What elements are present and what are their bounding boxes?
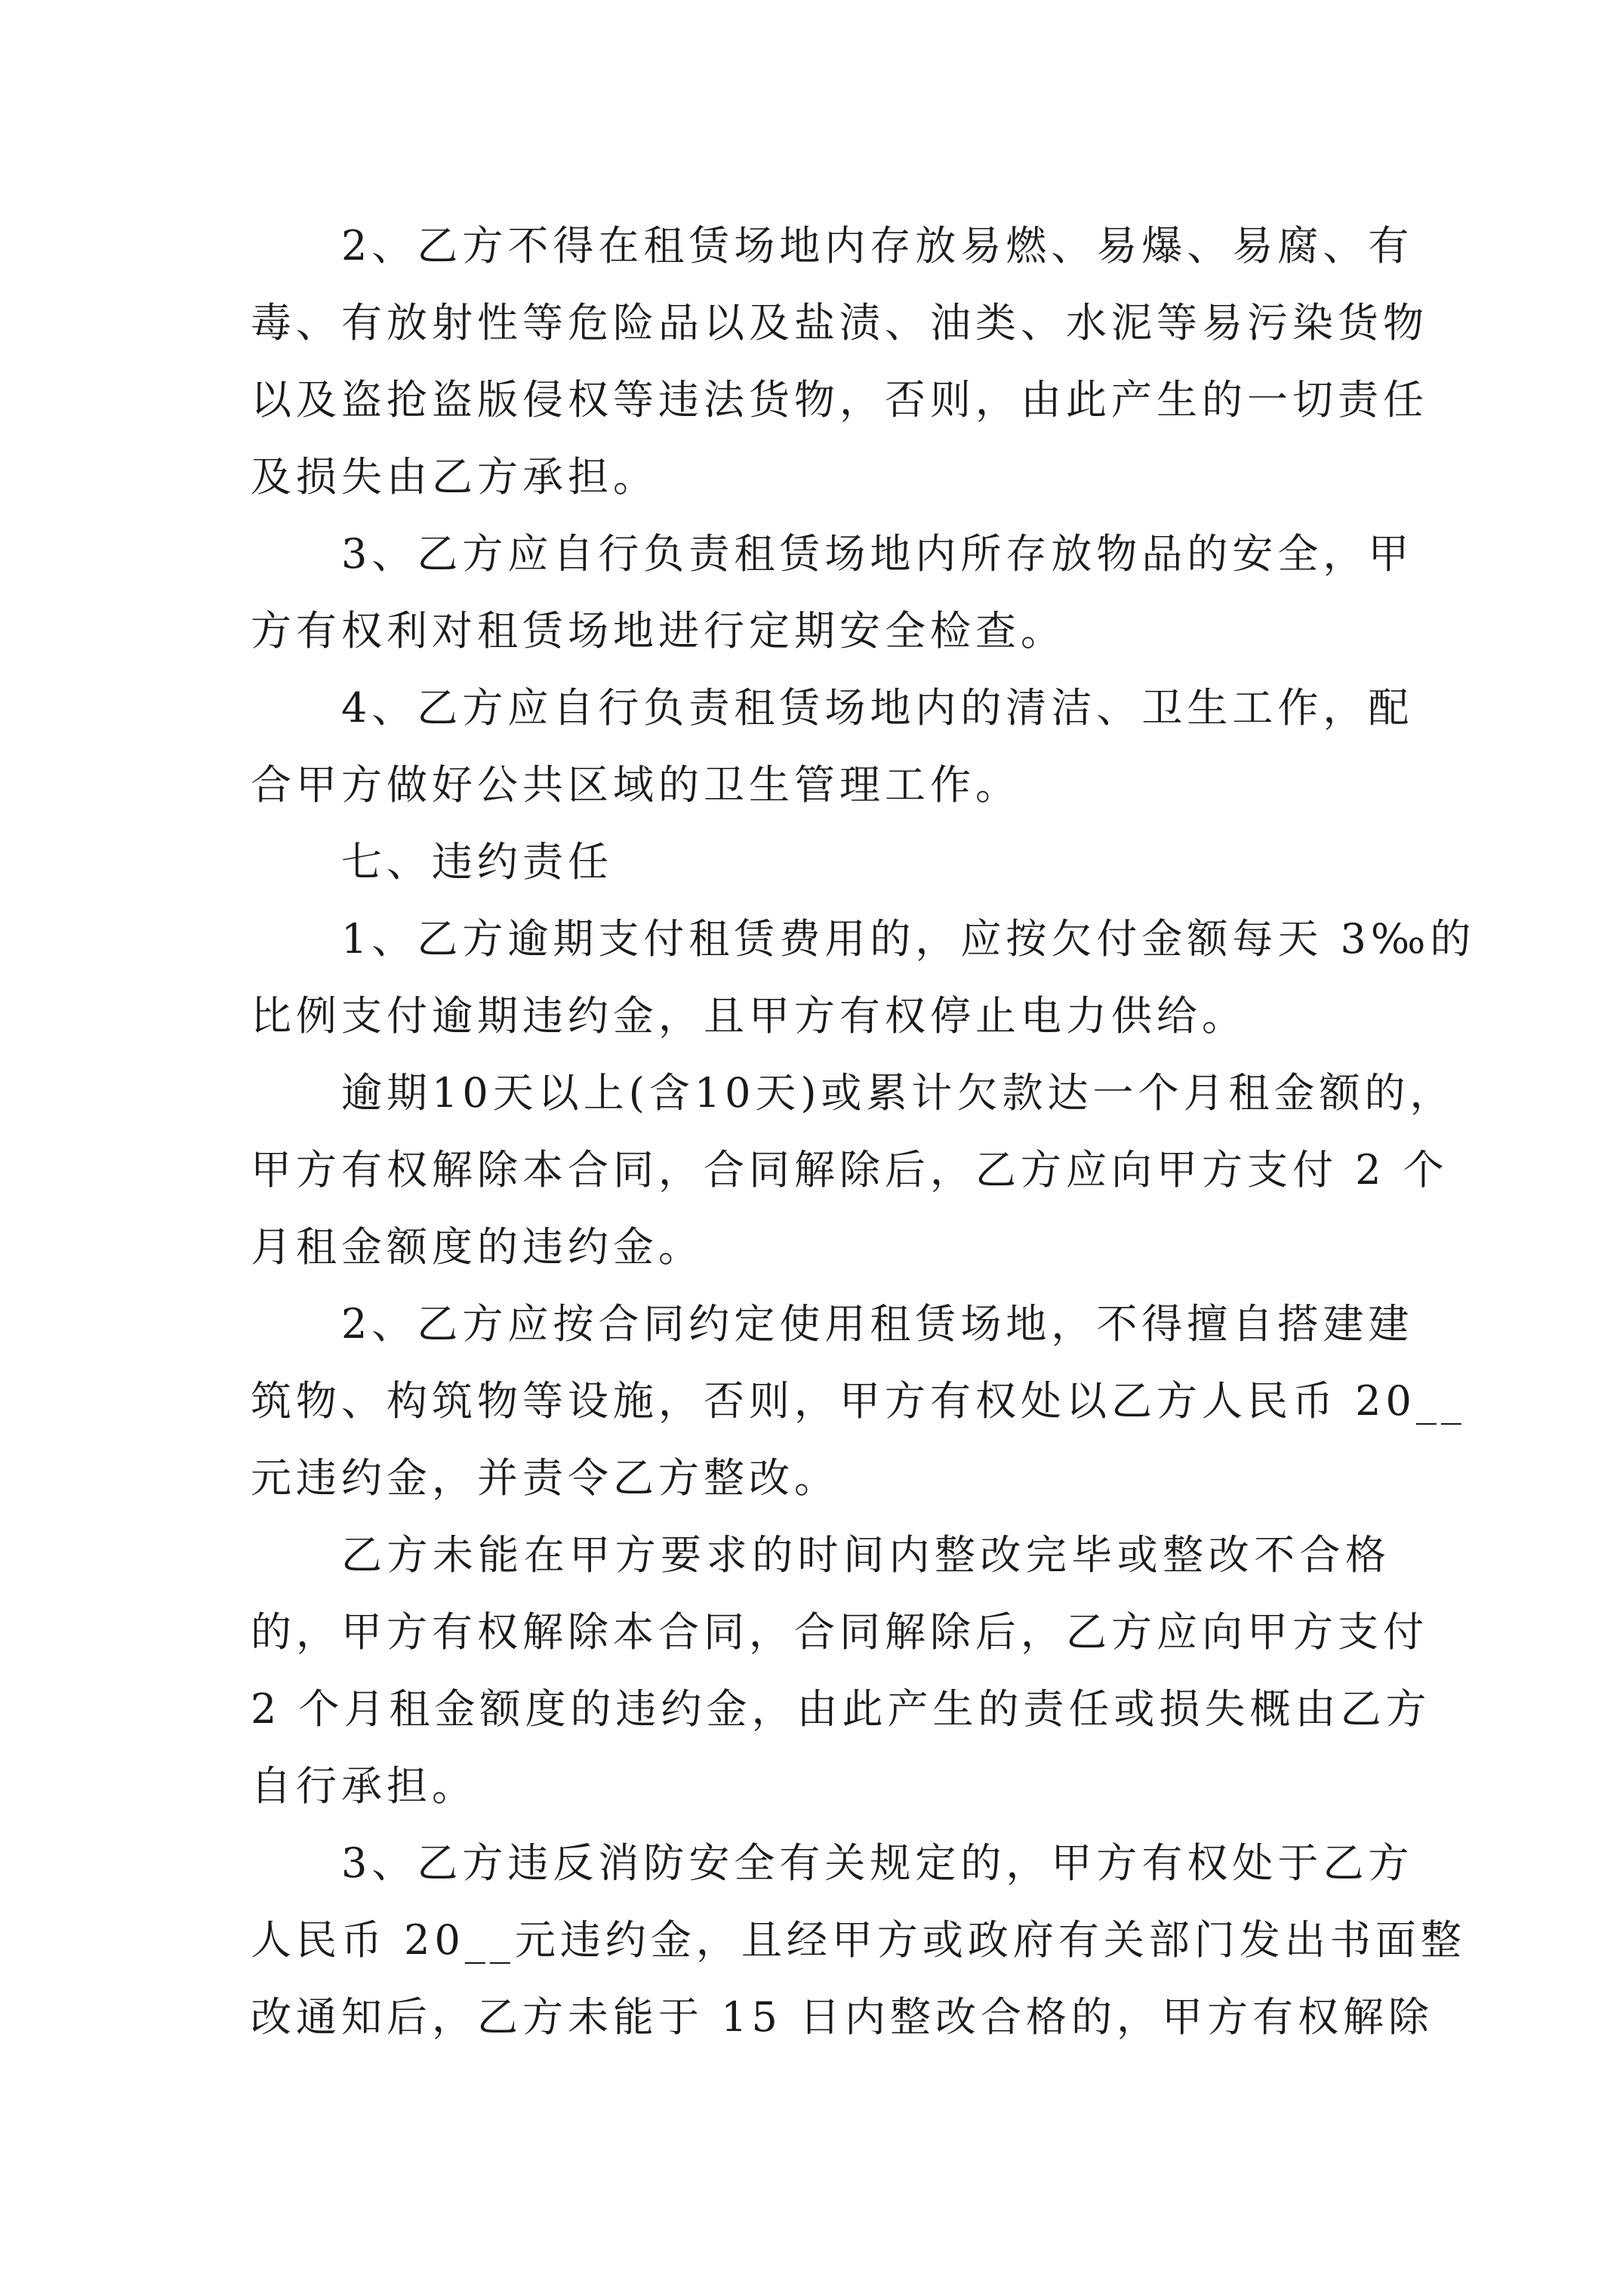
text-line: 2、乙方应按合同约定使用租赁场地，不得擅自搭建建 [341,1300,1414,1348]
text-line: 毒、有放射性等危险品以及盐渍、油类、水泥等易污染货物 [251,299,1428,347]
text-line: 方有权利对租赁场地进行定期安全检查。 [251,607,1066,655]
text-line: 自行承担。 [251,1762,477,1810]
text-line: 人民币 20__元违约金，且经甲方或政府有关部门发出书面整 [251,1916,1466,1964]
text-line: 1、乙方逾期支付租赁费用的，应按欠付金额每天 3‰的 [341,915,1476,963]
text-line: 合甲方做好公共区域的卫生管理工作。 [251,761,1021,809]
text-line: 3、乙方违反消防安全有关规定的，甲方有权处于乙方 [341,1839,1414,1887]
text-line: 甲方有权解除本合同，合同解除后，乙方应向甲方支付 2 个 [251,1146,1449,1194]
text-line: 逾期10天以上(含10天)或累计欠款达一个月租金额的， [341,1069,1455,1117]
text-line: 及损失由乙方承担。 [251,453,658,501]
section-heading: 七、违约责任 [341,838,613,886]
text-line: 筑物、构筑物等设施，否则，甲方有权处以乙方人民币 20__ [251,1377,1466,1425]
text-line: 2、乙方不得在租赁场地内存放易燃、易爆、易腐、有 [341,222,1414,270]
text-line: 2 个月租金额度的违约金，由此产生的责任或损失概由乙方 [251,1685,1431,1733]
text-line: 月租金额度的违约金。 [251,1223,704,1271]
text-line: 4、乙方应自行负责租赁场地内的清洁、卫生工作，配 [341,684,1414,732]
text-line: 以及盗抢盗版侵权等违法货物，否则，由此产生的一切责任 [251,376,1428,424]
text-line: 元违约金，并责令乙方整改。 [251,1454,839,1502]
text-line: 3、乙方应自行负责租赁场地内所存放物品的安全，甲 [341,530,1414,578]
text-line: 的，甲方有权解除本合同，合同解除后，乙方应向甲方支付 [251,1608,1428,1656]
text-line: 改通知后，乙方未能于 15 日内整改合格的，甲方有权解除 [251,1993,1434,2041]
text-line: 比例支付逾期违约金，且甲方有权停止电力供给。 [251,992,1247,1040]
text-line: 乙方未能在甲方要求的时间内整改完毕或整改不合格 [341,1531,1390,1579]
